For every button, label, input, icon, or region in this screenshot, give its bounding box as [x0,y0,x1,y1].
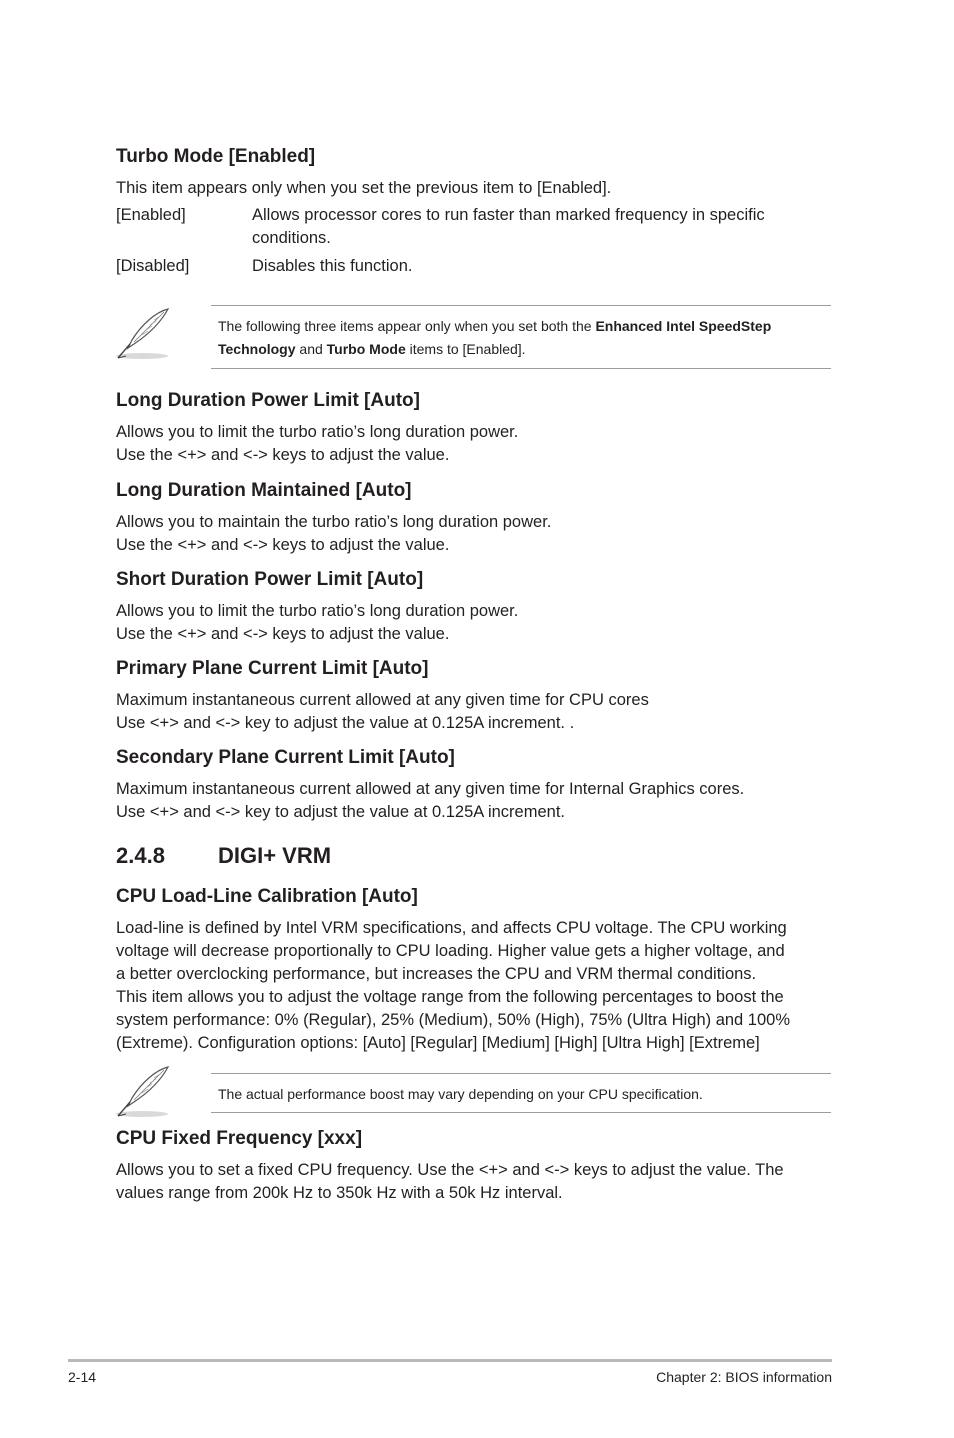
freq-text: Allows you to set a fixed CPU frequency. Use the <+> and <-> keys to adjust the value. The [116,1161,784,1179]
section-text: Use the <+> and <-> keys to adjust the value. [116,536,450,554]
option-enabled-desc-line1: Allows processor cores to run faster than marked frequency in specific [252,206,765,224]
note-top-divider [211,1073,831,1074]
section-text: Allows you to maintain the turbo ratio’s long duration power. [116,513,552,531]
llc-text: a better overclocking performance, but increases the CPU and VRM thermal conditions. [116,965,757,983]
section-number: 2.4.8 [116,843,165,868]
cpu-fixed-frequency-heading: CPU Fixed Frequency [xxx] [116,1128,363,1149]
llc-text: system performance: 0% (Regular), 25% (Medium), 50% (High), 75% (Ultra High) and 100% [116,1011,791,1029]
long-duration-power-limit-heading: Long Duration Power Limit [Auto] [116,390,420,411]
section-text: Maximum instantaneous current allowed at any given time for Internal Graphics cores. [116,780,745,798]
turbo-mode-heading: Turbo Mode [Enabled] [116,146,316,167]
primary-plane-current-limit-heading: Primary Plane Current Limit [Auto] [116,658,429,679]
pen-note-icon [112,1064,174,1120]
llc-text: (Extreme). Configuration options: [Auto] [Regular] [Medium] [High] [Ultra High] [Extreme] [116,1034,760,1052]
llc-text: voltage will decrease proportionally to CPU loading. Higher value gets a higher voltage, and [116,942,785,960]
note-text: The actual performance boost may vary depending on your CPU specification. [218,1086,703,1102]
turbo-mode-intro: This item appears only when you set the previous item to [Enabled]. [116,179,612,197]
section-title: DIGI+ VRM [218,843,332,868]
option-enabled-key: [Enabled] [116,206,186,224]
short-duration-power-limit-heading: Short Duration Power Limit [Auto] [116,569,424,590]
section-text: Use <+> and <-> key to adjust the value at 0.125A increment. . [116,714,575,732]
option-disabled-desc: Disables this function. [252,257,413,275]
chapter-title: Chapter 2: BIOS information [656,1369,832,1385]
freq-text: values range from 200k Hz to 350k Hz with a 50k Hz interval. [116,1184,563,1202]
section-text: Allows you to limit the turbo ratio’s long duration power. [116,602,519,620]
cpu-load-line-calibration-heading: CPU Load-Line Calibration [Auto] [116,886,418,907]
section-text: Use the <+> and <-> keys to adjust the value. [116,446,450,464]
llc-text: This item allows you to adjust the voltage range from the following percentages to boost the [116,988,784,1006]
secondary-plane-current-limit-heading: Secondary Plane Current Limit [Auto] [116,747,455,768]
section-text: Allows you to limit the turbo ratio’s long duration power. [116,423,519,441]
section-text: Use the <+> and <-> keys to adjust the value. [116,625,450,643]
pen-note-icon [112,306,174,362]
note-line-2: Technology and Turbo Mode items to [Enabled]. [218,341,526,357]
note-bottom-divider [211,1112,831,1113]
long-duration-maintained-heading: Long Duration Maintained [Auto] [116,480,412,501]
option-enabled-desc-line2: conditions. [252,229,331,247]
section-text: Maximum instantaneous current allowed at any given time for CPU cores [116,691,649,709]
page-number: 2-14 [68,1369,97,1385]
note-line-1: The following three items appear only when you set both the Enhanced Intel SpeedStep [218,318,772,334]
note-bottom-divider [211,368,831,369]
footer-divider [68,1359,832,1362]
section-text: Use <+> and <-> key to adjust the value at 0.125A increment. [116,803,565,821]
llc-text: Load-line is defined by Intel VRM specifications, and affects CPU voltage. The CPU working [116,919,787,937]
note-top-divider [211,305,831,306]
option-disabled-key: [Disabled] [116,257,190,275]
